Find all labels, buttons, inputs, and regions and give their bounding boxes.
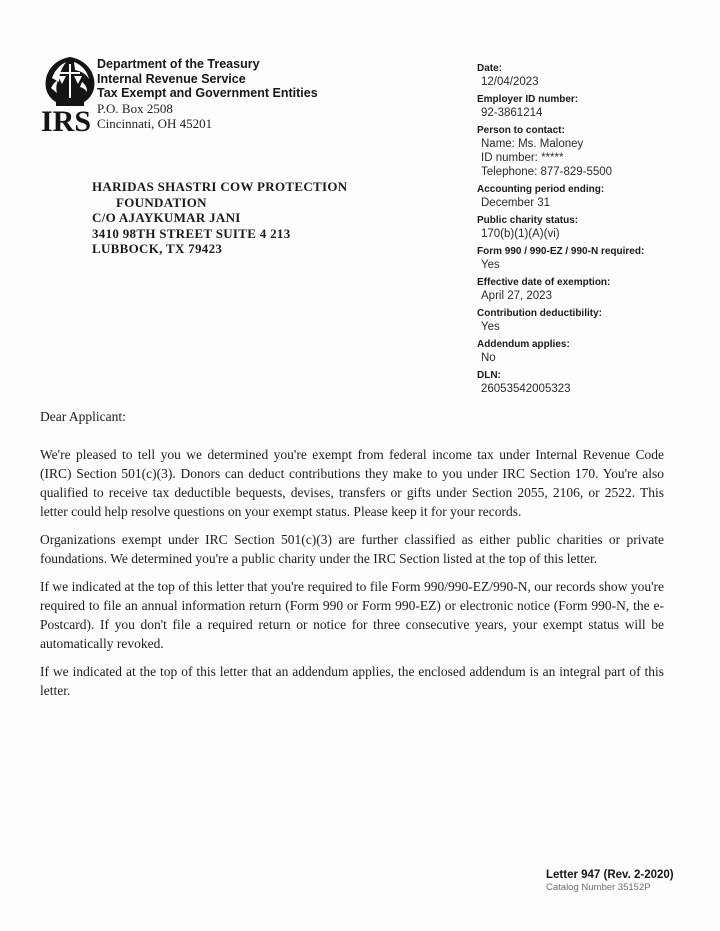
field-label: Accounting period ending: (477, 184, 605, 195)
field-accounting-period (477, 183, 712, 210)
recipient-line: LUBBOCK, TX 79423 (92, 241, 223, 256)
origin-po-box: P.O. Box 2508 (97, 100, 173, 116)
field-deductibility (477, 307, 712, 334)
field-date (477, 62, 712, 89)
recipient-address (92, 179, 347, 257)
field-label: DLN: (477, 370, 501, 381)
field-label: Employer ID number: (477, 94, 579, 105)
field-effective-date (477, 276, 712, 303)
field-value: 12/04/2023 (481, 76, 539, 88)
recipient-line: 3410 98TH STREET SUITE 4 213 (92, 225, 291, 241)
field-value: Yes (481, 321, 500, 333)
letterhead (97, 57, 318, 132)
field-value: 92-3861214 (481, 107, 543, 119)
dept-line: Department of the Treasury (97, 57, 260, 71)
letter-info-panel (477, 62, 712, 400)
field-value: April 27, 2023 (481, 290, 552, 302)
field-value: 170(b)(1)(A)(vi) (481, 228, 560, 240)
field-value: ID number: ***** (481, 152, 564, 164)
field-label: Public charity status: (477, 215, 579, 226)
field-value: Yes (481, 259, 500, 271)
field-label: Contribution deductibility: (477, 308, 602, 319)
dept-line: Internal Revenue Service (97, 71, 246, 86)
dept-line: Tax Exempt and Government Entities (97, 86, 318, 100)
field-ein (477, 93, 712, 120)
salutation: Dear Applicant: (40, 409, 126, 424)
letter-reference: Letter 947 (Rev. 2-2020) (546, 869, 674, 881)
body-paragraph: Organizations exempt under IRC Section 501(c)(3) are further classified as either public charities or private foundations. We determined you're a public charity under the IRC Section listed at the top of this letter. (40, 532, 664, 566)
field-value: December 31 (481, 197, 551, 209)
field-value: Telephone: 877-829-5500 (481, 166, 613, 178)
field-label: Person to contact: (477, 125, 565, 136)
catalog-number: Catalog Number 35152P (546, 882, 651, 893)
field-form990-required (477, 245, 712, 272)
field-value: 26053542005323 (481, 383, 571, 395)
recipient-line: C/O AJAYKUMAR JANI (92, 210, 241, 225)
recipient-line: FOUNDATION (116, 194, 207, 210)
field-contact (477, 124, 712, 179)
recipient-line: HARIDAS SHASTRI COW PROTECTION (92, 179, 348, 194)
field-addendum (477, 338, 712, 365)
field-label: Date: (477, 63, 503, 74)
field-value: Name: Ms. Maloney (481, 138, 584, 150)
field-dln (477, 369, 712, 396)
irs-eagle-emblem (42, 56, 98, 134)
field-value: No (481, 352, 496, 364)
body-paragraph: If we indicated at the top of this letter that you're required to file Form 990/990-EZ/990-N, our records show you're required to file an annual information return (Form 990 or Form 990-EZ) or electronic notice (Form 990-N, the e-Postcard). If you don't file a required return or notice for three consecutive years, your exempt status will be automatically revoked. (40, 579, 664, 651)
field-charity-status (477, 214, 712, 241)
origin-city: Cincinnati, OH 45201 (97, 116, 213, 131)
field-label: Addendum applies: (477, 339, 570, 350)
body-paragraph: If we indicated at the top of this letter that an addendum applies, the enclosed addendum is an integral part of this letter. (40, 664, 664, 698)
field-label: Form 990 / 990-EZ / 990-N required: (477, 246, 645, 257)
letter-footer (546, 868, 674, 894)
field-label: Effective date of exemption: (477, 277, 611, 288)
letter-body (40, 407, 664, 709)
irs-logo-text: IRS (42, 105, 92, 134)
irs-logo (42, 56, 98, 134)
body-paragraph: We're pleased to tell you we determined you're exempt from federal income tax under Internal Revenue Code (IRC) Section 501(c)(3). Donors can deduct contributions they make to you under IRC Section 170. You're also qualified to receive tax deductible bequests, devises, transfers or gifts under Section 2055, 2106, or 2522. This letter could help resolve questions on your exempt status. Please keep it for your records. (40, 447, 664, 519)
